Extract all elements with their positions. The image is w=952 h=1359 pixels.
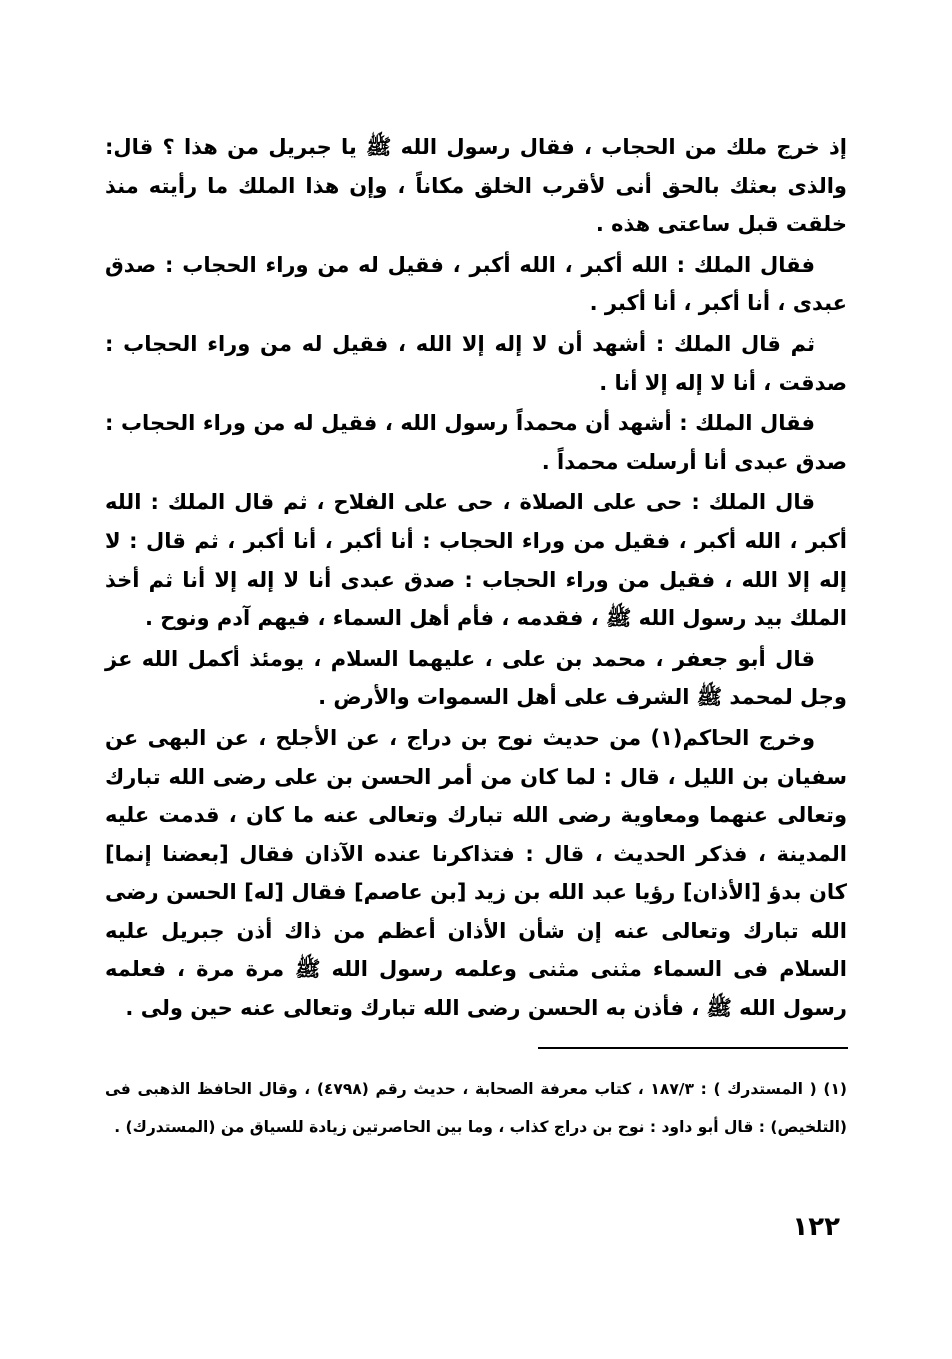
page-number: ١٢٢ bbox=[792, 1212, 840, 1242]
paragraph-6: قال أبو جعفر ، محمد بن على ، عليهما السلام ، يومئذ أكمل الله عز وجل لمحمد ﷺ الشرف على أهل السموات والأرض . bbox=[105, 646, 847, 710]
footnote: (١) ( المستدرك ) : ١٨٧/٣ ، كتاب معرفة الصحابة ، حديث رقم (٤٧٩٨) ، وقال الحافظ الذهبى فى (التلخيص) : قال أبو داود : نوح بن دراج كذاب ، وما بين الحاصرتين زيادة للسياق من (المستدرك) . bbox=[105, 1080, 847, 1136]
main-text bbox=[105, 128, 847, 1030]
paragraph-5: قال الملك : حى على الصلاة ، حى على الفلاح ، ثم قال الملك : الله أكبر ، الله أكبر ، فقيل من وراء الحجاب : أنا أكبر ، أنا أكبر ، ثم قال : لا إله إلا الله ، فقيل من وراء الحجاب : صدق عبدى أنا لا إله إلا أنا ثم أخذ الملك بيد رسول الله ﷺ ، فقدمه ، فأم أهل السماء ، فيهم آدم ونوح . bbox=[105, 490, 847, 631]
paragraph-2: فقال الملك : الله أكبر ، الله أكبر ، فقيل له من وراء الحجاب : صدق عبدى ، أنا أكبر ، أنا أكبر . bbox=[105, 252, 847, 316]
footnote-divider bbox=[538, 1047, 848, 1049]
paragraph-7: وخرج الحاكم(١) من حديث نوح بن دراج ، عن الأجلح ، عن البهى عن سفيان بن الليل ، قال : لما كان من أمر الحسن بن على رضى الله تبارك وتعالى عنهما ومعاوية رضى الله تبارك وتعالى عنه ما كان ، قدمت عليه المدينة ، فذكر الحديث ، قال : فتذاكرنا عنده الآذان فقال [بعضنا إنما] كان بدؤ [الأذان] رؤيا عبد الله بن زيد [بن عاصم] فقال [له] الحسن رضى الله تبارك وتعالى عنه إن شأن الأذان أعظم من ذاك أذن جبريل عليه السلام فى السماء مثنى مثنى وعلمه رسول الله ﷺ مرة مرة ، فعلمه رسول الله ﷺ ، فأذن به الحسن رضى الله تبارك وتعالى عنه حين ولى . bbox=[105, 725, 847, 1021]
paragraph-4: فقال الملك : أشهد أن محمداً رسول الله ، فقيل له من وراء الحجاب : صدق عبدى أنا أرسلت محمداً . bbox=[105, 411, 847, 474]
paragraph-3: ثم قال الملك : أشهد أن لا إله إلا الله ، فقيل له من وراء الحجاب : صدقت ، أنا لا إله إلا أنا . bbox=[105, 331, 847, 395]
paragraph-1: إذ خرج ملك من الحجاب ، فقال رسول الله ﷺ يا جبريل من هذا ؟ قال: والذى بعثك بالحق أنى لأقرب الخلق مكاناً ، وإن هذا الملك ما رأيته منذ خلقت قبل ساعتى هذه . bbox=[105, 135, 847, 237]
